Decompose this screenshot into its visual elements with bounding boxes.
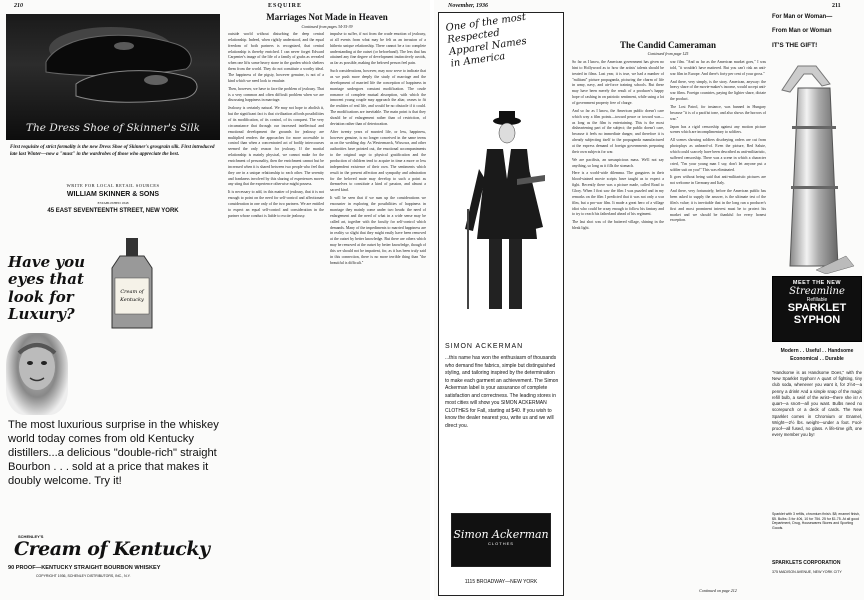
sparklet-tagline: Modern . . Useful . . Handsome [780, 348, 854, 354]
right-article-paragraph: war film. "And as far as the American market goes," I was told, "it wouldn't have mattered. But you can't risk an anti-war film in Europe. And there's forty per cent of your gross." [670, 60, 766, 76]
sparklet-company: SPARKLETS CORPORATION [772, 560, 841, 566]
left-article-paragraph: Jealousy is certainly natural. We may not hope to abolish it, but the significant fact is that civilization affords possibilities of its modification, of its control, of its conquest. The very circumstance that through our increased intellectual and emotional development the grounds for jealousy are multiplied renders the approaches for more accessible to control than when a concentrated act of bodily intercourses seemed the only reason for jealousy. If the marital relationship is mainly physical, we cannot make for the enrichment of personality, then the enrichment cannot but be increased when it is shared between two people who feel that they are in a unique relationship to each other. The serenity and frankness involved by this sharing of experiences moves any sting that the experience otherwise might possess. [228, 106, 324, 187]
shoe-established: ESTABLISHED 1848 [97, 201, 129, 205]
right-article-paragraph: Here is a world-wide dilemma. The gangsters in their blood-stained movie scripts have taught us to expect a fight. Recently there was a picture made, called Road to Glory. When I first saw the film I was puzzled and in my remarks on the film I predicted that it was not only a war film, but a pro-war film. It made a great hero of a village idiot who could be crazy enough to follow his fantasy and to try to reach his fatherland ahead of his regiment. [572, 171, 664, 217]
shoe-ad [6, 14, 222, 239]
sparklet-banner-name-1: SPARKLET [787, 302, 847, 314]
left-magazine-name: ESQUIRE [268, 3, 303, 9]
right-article-paragraph: We are pacifists, an unsuspicious mass. We'll not say anything, so long as it fills the stomach. [572, 157, 664, 168]
shoe-photo [6, 14, 220, 140]
right-article-paragraph: Japan has a rigid censorship against any motion picture scenes which are incomplimentary to soldiers. [670, 124, 766, 135]
left-article-paragraph: It will be seen that if we sum up the considerations we encounter in exploring the possibilities of happiness in marriage they mainly come under two heads: the need of enlargement and the need of what in a wide sense may be called art, together with the faculty for self-control which demands. Many of the impediments to married happiness are in reality so slight that they might easily have been removed at the outset by better knowledge. But there are others which may be removed at the outset by better knowledge, though of this we should not be impatient, for, as it has been truly said in this connection, there is no more terrible thing than "the beautiful is difficult." [330, 196, 426, 265]
shoe-ad-headline: The Dress Shoe of Skinner's Silk [26, 122, 201, 134]
right-article-paragraph: All scenes showing soldiers disobeying orders are cut from photoplays as unheard-of. Even the picture, Red Salute, which could scarcely have been described as anti-militaristic, suffered censorship. There was a scene in which a character cried, "I'm your young man I say, don't let anyone put a soldier suit on you!" This was eliminated. [670, 138, 766, 172]
man-portrait [6, 333, 68, 415]
left-article-paragraph: Then, however, we have to face the problem of jealousy. That is a very common and often difficult problem when we are discussing happiness in marriage. [228, 86, 324, 103]
whiskey-bottle [106, 238, 158, 330]
apparel-brand-caps: SIMON ACKERMAN [445, 343, 524, 350]
whiskey-headline: Have you eyes that look for Luxury? [8, 253, 85, 323]
shoe-address: 45 EAST SEVENTEENTH STREET, NEW YORK [47, 208, 179, 214]
gentleman-icon [459, 109, 549, 319]
whiskey-brand: Cream of Kentucky [14, 538, 210, 560]
syphon-icon [776, 56, 860, 274]
right-article-paragraph: The last shot was of the battered village, shining in the bleak light. [572, 220, 664, 231]
sparklet-illustration [776, 56, 860, 274]
sparklet-address: 375 MADISON AVENUE, NEW YORK CITY [772, 570, 842, 574]
left-article-title: Marriages Not Made in Heaven [266, 12, 388, 22]
left-page [0, 0, 430, 600]
right-page-number: 211 [832, 3, 841, 9]
whiskey-brand-prefix: SCHENLEY'S [18, 534, 44, 539]
left-article-paragraph: Such considerations, however, may now serve to indicate that as we push more deeply the study of marriage and the development of married life the conception of happiness in marriage undergoes constant modification. The crude romance of complete mutual absorption, with which the innocent young couple may approach the altar, ceases to fit the realities of real life, and would be no obstacle if it could. The modifications are inevitable. The main point is that they should be of enlargement rather than of restriction, of deviation rather than of deterioration. [330, 69, 426, 126]
sparklet-banner-name-2: SYPHON [793, 313, 841, 326]
sparklet-top-line: For Man or Woman— [772, 14, 833, 20]
left-article-paragraph: It is necessary to add, in this matter of jealousy, that it is not enough to point on the need for self-control and affectionate consideration in one only of the two partners. We are entitled to expect an equal self-control and consideration in the partner whose conduct is liable to excite jealousy. [228, 190, 324, 218]
shoe-retail-line: WRITE FOR LOCAL RETAIL SOURCES [66, 183, 160, 188]
left-article-continued: Continued from pages 34-35-39 [301, 24, 353, 29]
sparklet-banner-sub: Refillable [806, 297, 828, 303]
right-article-paragraph: So far as I know, the American government has given no hint to Hollywood as to how the artists' talents should be treated in films. Last year, it is true, we had a number of "militant" picture propaganda, picturing the charm of life in army, navy, and air-force training schools. But these may have been merely the result of a producer's happy hope of cashing in on patriotic sentiment, while using a lot of government property free of charge. [572, 60, 664, 106]
left-article-column-1 [228, 32, 324, 592]
apparel-ad [438, 12, 564, 596]
apparel-body: ...this name has won the enthusiasm of thousands who demand fine fabrics, simple but distinguished styling, and tailoring inspired by the determination to make each garment an achievement. The Simon Ackerman label is your assurance of complete satisfaction and correctness. The leading stores in most cities will show you SIMON ACKERMAN CLOTHES for Fall, starting at $40. If you wish to know the dealer nearest you, write us and we will direct you. [445, 355, 559, 429]
whiskey-ad [6, 238, 222, 594]
shoe-company: WILLIAM SKINNER & SONS [66, 191, 160, 198]
sparklet-ad [772, 12, 862, 596]
right-article-column-1 [572, 60, 664, 592]
sparklet-body: "Handsome is as Handsome Does," with the New Sparklet Syphon! A quart of fighting, tiny club soda, whenever you want it, for 2½¢—a penny a drink! And a simple snap of the magic refill bulb, a swirl of the wrist—there she is! A quart—a snort—all you want. Bulbs need no scorepunch or a deck of cards. The New Sparklet comes in Chromium or Enamel, Wright—2½ lbs. weight—under a foot. Fool-proof—all fused, no glass. A life-time gift, one every member you by! [772, 370, 862, 438]
shoe-ad-caption: First requisite of strict formality is the new Dress Shoe of Skinner's grosgrain silk. First introduced late last Winter—now a "must" in the wardrobes of those who appreciate the best. [10, 145, 215, 157]
whiskey-copyright: COPYRIGHT 1936, SCHENLEY DISTRIBUTORS, INC., N.Y. [36, 574, 131, 578]
sparklet-banner-script: Streamline [789, 286, 845, 297]
apparel-address: 1115 BROADWAY—NEW YORK [464, 579, 538, 585]
left-page-number: 210 [14, 3, 23, 9]
sparklet-banner [772, 276, 862, 342]
sparklet-tagline-2: Economical . . Durable [790, 356, 844, 362]
right-article-paragraph: The Lost Patrol, for instance, was banned in Hungary because "it is of a pacifist tone, and also shows the horrors of war." [670, 105, 766, 121]
right-article-column-2 [670, 60, 766, 586]
man-face-icon [6, 333, 68, 415]
right-article-paragraph: And so far as I know, the American public doesn't care which way a film points—toward peace or toward war—as long as the film is entertaining. This is the most disheartening part of the subject; the public doesn't care, because it feels no immediate danger, and therefore it is already subjecting itself to the propaganda manufactured at the express demand of foreign governments preparing their own subjects for war. [572, 108, 664, 154]
svg-text:Cream of: Cream of [120, 289, 144, 295]
right-article-continued: Continued from page 125 [647, 51, 689, 56]
svg-text:Kentucky: Kentucky [120, 297, 144, 303]
apparel-logo-sub: CLOTHES [488, 541, 514, 546]
apparel-logo: Simon Ackerman [453, 528, 549, 541]
whiskey-body: The most luxurious surprise in the whiskey world today comes from old Kentucky distillers...a delicious "double-rich" straight Bourbon . . . sold at a price that makes it doubly welcome. Try it! [8, 419, 219, 487]
gentleman-illustration [459, 109, 549, 319]
bottle-icon [106, 238, 158, 330]
right-article-paragraph: It goes without being said that anti-militaristic pictures are not welcome in Germany and Italy. [670, 175, 766, 186]
right-article-title: The Candid Cameraman [619, 40, 716, 50]
left-article-column-2 [330, 32, 426, 592]
apparel-logo-box [451, 513, 551, 567]
whiskey-proof: 90 PROOF—KENTUCKY STRAIGHT BOURBON WHISKEY [8, 565, 161, 571]
right-page-date: November, 1936 [448, 3, 488, 9]
left-article-paragraph: After twenty years of married life, or less, happiness, however genuine, is no longer conceived in the same terms as on the wedding day. As Westermarck, Wissowa, and other authorities have pointed out, the emotional accompaniments to the original urge to physical gratification and the production of children tend to acquire in time a more or less independent existence of their own. The sentiments which result in the present affection and sympathy and admiration for the beloved mate may develop to such a point as themselves to constitute a kind of passion, and almost a sacred kind. [330, 129, 426, 193]
right-article-continued-on: Continued on page 212 [699, 588, 737, 593]
sparklet-gift-line: IT'S THE GIFT! [772, 42, 818, 49]
apparel-headline: One of the most Respected Apparel Names in America [445, 11, 528, 70]
left-article-paragraph: outside world without disturbing the deep central relationship. Indeed, when rightly understood, and the equal freedom of both partners is recognized, that central relationship is thereby enriched. I can never forget Edward Carpenter's image of the life of a family of grubs as revealed when one lifts some heavy stone in the garden which shelters them from the world. They do not constitute a worthy ideal. The happiness of the pigsty, however genuine, is not of a kind which we need look to emulate. [228, 32, 324, 83]
right-article-paragraph: And there, very simply, is the story. American, anyway: the heavy share of the movie-maker's income, would accept anti-war films. Foreign countries, paying the lighter share, dictate the product. [670, 79, 766, 102]
left-article-paragraph: impulse to suffer, if not from the crude emotion of jealousy, at all events from what may be felt as an invasion of a hitherto unique relationship. There cannot be a too complete understanding at the outset (or beforehand). The less that has attained any fine degree of development instinctively avoids, as far as possible, making the beloved person feel pain. [330, 32, 426, 66]
right-page [434, 0, 864, 600]
sparklet-top-line-2: From Man or Woman [772, 28, 832, 34]
sparklet-small-print: Sparklet with 3 refills, chromium finish. $8; enamel finish, $5. Bulbs: 3 for 40¢, 10 for 75¢. 25 for $1.75. At all good Department, Drug, Housewares Stores and Sporting Goods. [772, 512, 860, 531]
right-article-paragraph: And there, very fortunately, before the American public has been asked to supply the answer, is the ultimate test of the film's value; it is inevitable that in the long run a producer's first and most prominent interest must be to protect his market and we should be thankful for every honest exception. [670, 189, 766, 223]
sparklet-banner-line-1: MEET THE NEW [792, 280, 842, 286]
